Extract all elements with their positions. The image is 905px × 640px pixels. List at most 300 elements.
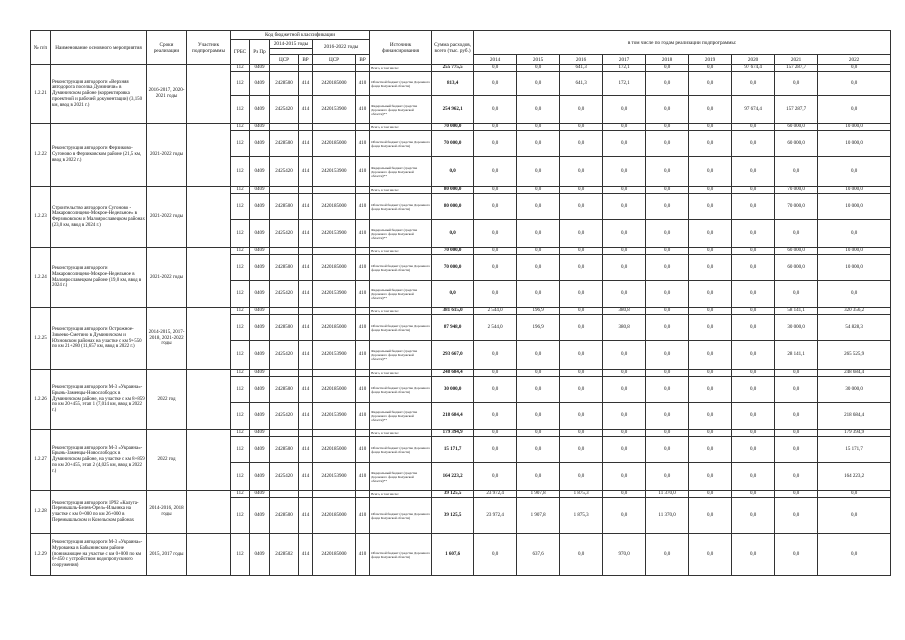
year-value: 0,0: [560, 248, 603, 255]
rzpr-code: 0409: [250, 403, 270, 430]
total-sum: 248 684,4: [432, 370, 474, 377]
year-value: 0,0: [517, 72, 560, 96]
terms: 2016-2017, 2020-2021 годы: [147, 65, 187, 124]
year-value: 0,0: [818, 157, 891, 187]
rzpr-code: 0409: [250, 315, 270, 341]
total-sum: 0,0: [432, 281, 474, 308]
year-value: 0,0: [732, 131, 775, 157]
csr-code: [270, 491, 299, 498]
funding-source: Всего, в том числе:: [370, 430, 432, 437]
year-value: 30 000,0: [818, 377, 891, 403]
year-value: 0,0: [818, 72, 891, 96]
csr-code: 2428500: [270, 315, 299, 341]
year-value: 0,0: [775, 491, 818, 498]
total-sum: 254 962,1: [432, 96, 474, 124]
rzpr-code: 0409: [250, 96, 270, 124]
row-number: 1.2.22: [31, 124, 51, 187]
csr-code: 2420153900: [313, 220, 356, 248]
csr-code: 2420185000: [313, 131, 356, 157]
year-value: 0,0: [474, 281, 517, 308]
vr-code: [356, 308, 370, 315]
year-value: 0,0: [517, 377, 560, 403]
year-value: 0,0: [646, 187, 689, 194]
rzpr-code: 0409: [250, 65, 270, 72]
year-value: 172,1: [603, 72, 646, 96]
year-value: 0,0: [603, 124, 646, 131]
year-value: 0,0: [689, 220, 732, 248]
total-sum: 70 000,0: [432, 124, 474, 131]
year-value: 0,0: [689, 370, 732, 377]
funding-source: Областной бюджет (средства Дорожного фонда Калужской области): [370, 437, 432, 463]
year-value: 0,0: [775, 534, 818, 576]
vr-code: 414: [299, 315, 313, 341]
year-value: 2 544,0: [474, 308, 517, 315]
csr-code: 2420185000: [313, 255, 356, 281]
vr-code: 414: [299, 437, 313, 463]
year-value: 0,0: [603, 430, 646, 437]
total-sum: 30 000,0: [432, 377, 474, 403]
vr-code: 414: [299, 534, 313, 576]
csr-code: 2420185000: [313, 534, 356, 576]
header-year: 2017: [603, 55, 646, 65]
rzpr-code: 0409: [250, 463, 270, 491]
year-value: 97 674,4: [732, 65, 775, 72]
header-csr: ЦСР: [270, 55, 299, 65]
header-year: 2016: [560, 55, 603, 65]
csr-code: [313, 491, 356, 498]
year-value: 157 287,7: [775, 65, 818, 72]
year-value: 0,0: [646, 281, 689, 308]
csr-code: [313, 124, 356, 131]
csr-code: [313, 370, 356, 377]
funding-source: Областной бюджет (средства Дорожного фонда Калужской области): [370, 534, 432, 576]
participant: [187, 370, 231, 430]
total-sum: 80 000,0: [432, 194, 474, 220]
total-sum: 164 223,2: [432, 463, 474, 491]
vr-code: 410: [356, 463, 370, 491]
year-value: 0,0: [646, 377, 689, 403]
year-value: 0,0: [646, 308, 689, 315]
year-value: 0,0: [732, 430, 775, 437]
year-value: 0,0: [474, 534, 517, 576]
year-value: 0,0: [603, 370, 646, 377]
year-value: 0,0: [732, 377, 775, 403]
year-value: 0,0: [732, 248, 775, 255]
year-value: 0,0: [474, 255, 517, 281]
year-value: 70 000,0: [775, 194, 818, 220]
year-value: 0,0: [646, 430, 689, 437]
year-value: 0,0: [560, 124, 603, 131]
measure-name: Строительство автодороги Сугоново - Макаровсолнцево-Мокрое-Недельное» в Ферзиковском и Малоярославецком районах (23,0 км, ввод в 2024 г.): [51, 187, 147, 248]
vr-code: 410: [356, 403, 370, 430]
total-sum: 39 125,5: [432, 491, 474, 498]
vr-code: 414: [299, 255, 313, 281]
year-value: 0,0: [689, 187, 732, 194]
header-participants: Участник подпрограммы: [187, 31, 231, 65]
year-value: 0,0: [560, 220, 603, 248]
year-value: 23 972,4: [474, 498, 517, 534]
year-value: 248 684,4: [818, 370, 891, 377]
year-value: 23 972,4: [474, 491, 517, 498]
year-value: 0,0: [646, 315, 689, 341]
year-value: 0,0: [517, 131, 560, 157]
grbs-code: 112: [231, 341, 250, 370]
year-value: 0,0: [603, 194, 646, 220]
terms: 2014-2015, 2017-2018, 2021-2022 годы: [147, 308, 187, 370]
funding-source: Федеральный бюджет (средства Дорожного фонда Калужской области)**: [370, 403, 432, 430]
year-value: 0,0: [474, 248, 517, 255]
measure-name: Реконструкция автодороги М-3 «Украина»-Брынь-Заменцы-Новослободск в Думиничском районе, на участке с км 8+859 по км 20+455, этап 1 (7,014 км, ввод в 2022 г.): [51, 370, 147, 430]
total-sum: 70 000,0: [432, 248, 474, 255]
year-value: 0,0: [646, 341, 689, 370]
year-value: 0,0: [474, 437, 517, 463]
participant: [187, 187, 231, 248]
year-value: 0,0: [646, 96, 689, 124]
row-number: 1.2.26: [31, 370, 51, 430]
year-value: 265 525,9: [818, 341, 891, 370]
year-value: 0,0: [818, 534, 891, 576]
year-value: 0,0: [732, 370, 775, 377]
year-value: 0,0: [517, 437, 560, 463]
grbs-code: 112: [231, 65, 250, 72]
year-value: 0,0: [775, 281, 818, 308]
rzpr-code: 0409: [250, 157, 270, 187]
csr-code: 2428500: [270, 72, 299, 96]
year-value: 0,0: [689, 437, 732, 463]
funding-source: Областной бюджет (средства Дорожного фонда Калужской области): [370, 498, 432, 534]
vr-code: [299, 187, 313, 194]
year-value: 97 674,4: [732, 96, 775, 124]
csr-code: 2425420: [270, 403, 299, 430]
csr-code: 2420185000: [313, 377, 356, 403]
year-value: 0,0: [474, 377, 517, 403]
year-value: 0,0: [560, 194, 603, 220]
year-value: 0,0: [732, 437, 775, 463]
row-number: 1.2.29: [31, 534, 51, 576]
year-value: 0,0: [603, 187, 646, 194]
year-value: 196,9: [517, 308, 560, 315]
total-sum: 80 000,0: [432, 187, 474, 194]
year-value: 196,9: [517, 315, 560, 341]
vr-code: 410: [356, 437, 370, 463]
table-row: [31, 124, 891, 131]
csr-code: 2425420: [270, 281, 299, 308]
year-value: 0,0: [775, 377, 818, 403]
year-value: 0,0: [603, 157, 646, 187]
year-value: 0,0: [560, 187, 603, 194]
grbs-code: 112: [231, 281, 250, 308]
terms: 2022 год: [147, 430, 187, 491]
year-value: 0,0: [646, 534, 689, 576]
year-value: 0,0: [689, 72, 732, 96]
year-value: 0,0: [732, 534, 775, 576]
year-value: 0,0: [517, 341, 560, 370]
csr-code: 2428500: [270, 255, 299, 281]
row-number: 1.2.21: [31, 65, 51, 124]
csr-code: 2425420: [270, 220, 299, 248]
vr-code: 410: [356, 534, 370, 576]
year-value: 0,0: [732, 194, 775, 220]
vr-code: 410: [356, 157, 370, 187]
year-value: 1 875,3: [560, 498, 603, 534]
year-value: 0,0: [732, 498, 775, 534]
year-value: 0,0: [474, 194, 517, 220]
total-sum: 218 684,4: [432, 403, 474, 430]
row-number: 1.2.25: [31, 308, 51, 370]
year-value: 11 370,0: [646, 491, 689, 498]
vr-code: 414: [299, 377, 313, 403]
vr-code: 410: [356, 341, 370, 370]
rzpr-code: 0409: [250, 248, 270, 255]
vr-code: 414: [299, 341, 313, 370]
csr-code: 2420185000: [313, 315, 356, 341]
year-value: 0,0: [689, 281, 732, 308]
grbs-code: 112: [231, 430, 250, 437]
rzpr-code: 0409: [250, 281, 270, 308]
table-row: [31, 491, 891, 498]
csr-code: [270, 370, 299, 377]
vr-code: 410: [356, 220, 370, 248]
csr-code: 2425420: [270, 341, 299, 370]
year-value: 0,0: [732, 403, 775, 430]
year-value: 54 828,3: [818, 315, 891, 341]
vr-code: 410: [356, 96, 370, 124]
year-value: 0,0: [775, 498, 818, 534]
grbs-code: 112: [231, 124, 250, 131]
year-value: 10 000,0: [818, 194, 891, 220]
csr-code: [313, 248, 356, 255]
year-value: 0,0: [646, 248, 689, 255]
year-value: 0,0: [560, 534, 603, 576]
funding-source: Всего, в том числе:: [370, 65, 432, 72]
year-value: 0,0: [603, 403, 646, 430]
funding-source: Федеральный бюджет (средства Дорожного фонда Калужской области)**: [370, 463, 432, 491]
year-value: 0,0: [560, 255, 603, 281]
year-value: 15 171,7: [818, 437, 891, 463]
year-value: 10 000,0: [818, 255, 891, 281]
grbs-code: 112: [231, 437, 250, 463]
table-row: [31, 187, 891, 194]
year-value: 0,0: [732, 341, 775, 370]
year-value: 0,0: [474, 463, 517, 491]
year-value: 320 356,2: [818, 308, 891, 315]
rzpr-code: 0409: [250, 255, 270, 281]
year-value: 0,0: [474, 124, 517, 131]
total-sum: 293 667,0: [432, 341, 474, 370]
year-value: 60 000,0: [775, 248, 818, 255]
year-value: 0,0: [560, 430, 603, 437]
year-value: 0,0: [689, 430, 732, 437]
year-value: 0,0: [818, 491, 891, 498]
year-value: 0,0: [560, 463, 603, 491]
year-value: 0,0: [689, 403, 732, 430]
csr-code: 2420185000: [313, 194, 356, 220]
year-value: 0,0: [560, 281, 603, 308]
year-value: 0,0: [603, 96, 646, 124]
vr-code: 414: [299, 72, 313, 96]
header-source: Источник финансирования: [370, 31, 432, 65]
csr-code: [313, 65, 356, 72]
csr-code: 2428502: [270, 534, 299, 576]
csr-code: [270, 248, 299, 255]
year-value: 70 000,0: [775, 187, 818, 194]
grbs-code: 112: [231, 220, 250, 248]
year-value: 0,0: [689, 124, 732, 131]
total-sum: 70 000,0: [432, 255, 474, 281]
year-value: 0,0: [474, 187, 517, 194]
funding-source: Всего, в том числе:: [370, 124, 432, 131]
year-value: 0,0: [474, 370, 517, 377]
year-value: 0,0: [474, 131, 517, 157]
vr-code: [356, 187, 370, 194]
participant: [187, 430, 231, 491]
terms: 2015, 2017 годы: [147, 534, 187, 576]
year-value: 0,0: [603, 498, 646, 534]
total-sum: 0,0: [432, 220, 474, 248]
year-value: 0,0: [560, 403, 603, 430]
year-value: 0,0: [474, 65, 517, 72]
participant: [187, 308, 231, 370]
year-value: 0,0: [517, 255, 560, 281]
csr-code: 2428500: [270, 437, 299, 463]
year-value: 0,0: [689, 131, 732, 157]
row-number: 1.2.28: [31, 491, 51, 534]
year-value: 10 000,0: [818, 187, 891, 194]
year-value: 0,0: [689, 315, 732, 341]
year-value: 0,0: [689, 498, 732, 534]
header-year: 2020: [732, 55, 775, 65]
year-value: 0,0: [775, 463, 818, 491]
vr-code: 414: [299, 220, 313, 248]
header-rzpr: Рз Пр: [250, 40, 270, 65]
year-value: 0,0: [689, 377, 732, 403]
funding-source: Федеральный бюджет (средства Дорожного фонда Калужской области)**: [370, 341, 432, 370]
year-value: 0,0: [603, 491, 646, 498]
year-value: 0,0: [689, 65, 732, 72]
csr-code: 2428500: [270, 131, 299, 157]
year-value: 380,8: [603, 315, 646, 341]
year-value: 28 141,1: [775, 341, 818, 370]
vr-code: [299, 430, 313, 437]
csr-code: [313, 308, 356, 315]
year-value: 0,0: [646, 65, 689, 72]
year-value: 0,0: [517, 194, 560, 220]
measure-name: Реконструкция автодороги «Верхняя автодорога поселка Думиничи» в Думиничском районе (корректировка проектной и рабочей документации) (3,150 км, ввод в 2021 г.): [51, 65, 147, 124]
year-value: 10 000,0: [818, 248, 891, 255]
table-row: [31, 65, 891, 72]
year-value: 58 141,1: [775, 308, 818, 315]
header-name: Наименование основного мероприятия: [51, 31, 147, 65]
rzpr-code: 0409: [250, 308, 270, 315]
csr-code: 2425420: [270, 96, 299, 124]
grbs-code: 112: [231, 131, 250, 157]
vr-code: [356, 65, 370, 72]
year-value: 0,0: [517, 96, 560, 124]
funding-source: Областной бюджет (средства Дорожного фонда Калужской области): [370, 194, 432, 220]
header-vr: ВР: [299, 55, 313, 65]
year-value: 0,0: [775, 403, 818, 430]
year-value: 0,0: [517, 187, 560, 194]
year-value: 0,0: [818, 65, 891, 72]
grbs-code: 112: [231, 157, 250, 187]
year-value: 0,0: [732, 72, 775, 96]
grbs-code: 112: [231, 534, 250, 576]
year-value: 0,0: [603, 131, 646, 157]
row-number: 1.2.24: [31, 248, 51, 308]
csr-code: [313, 187, 356, 194]
terms: 2021-2022 годы: [147, 248, 187, 308]
grbs-code: 112: [231, 248, 250, 255]
grbs-code: 112: [231, 370, 250, 377]
total-sum: 15 171,7: [432, 437, 474, 463]
year-value: 0,0: [818, 498, 891, 534]
year-value: 0,0: [474, 72, 517, 96]
year-value: 60 000,0: [775, 255, 818, 281]
funding-source: Всего, в том числе:: [370, 370, 432, 377]
rzpr-code: 0409: [250, 498, 270, 534]
vr-code: [299, 124, 313, 131]
year-value: 0,0: [517, 370, 560, 377]
year-value: 0,0: [689, 534, 732, 576]
year-value: 0,0: [517, 220, 560, 248]
header-grbs: ГРБС: [231, 40, 250, 65]
year-value: 0,0: [517, 124, 560, 131]
year-value: 380,8: [603, 308, 646, 315]
header-sum: Сумма расходов, всего (тыс. руб.): [432, 31, 474, 65]
funding-source: Областной бюджет (средства Дорожного фонда Калужской области): [370, 255, 432, 281]
total-sum: 87 948,0: [432, 315, 474, 341]
csr-code: [270, 430, 299, 437]
year-value: 0,0: [818, 96, 891, 124]
year-value: 0,0: [646, 437, 689, 463]
year-value: 0,0: [560, 308, 603, 315]
vr-code: [299, 248, 313, 255]
year-value: 641,3: [560, 65, 603, 72]
vr-code: [356, 430, 370, 437]
rzpr-code: 0409: [250, 131, 270, 157]
year-value: 0,0: [474, 96, 517, 124]
rzpr-code: 0409: [250, 72, 270, 96]
total-sum: 381 615,0: [432, 308, 474, 315]
table-row: [31, 248, 891, 255]
total-sum: 1 607,6: [432, 534, 474, 576]
measure-name: Реконструкция автодороги М-3 «Украина»-Мурованка в Бабынинском районе (понижающее на участке с км 0+000 по км 6+450 с устройством водопропускного сооружения): [51, 534, 147, 576]
year-value: 0,0: [732, 281, 775, 308]
csr-code: 2420185000: [313, 498, 356, 534]
year-value: 0,0: [775, 72, 818, 96]
year-value: 0,0: [732, 187, 775, 194]
grbs-code: 112: [231, 463, 250, 491]
grbs-code: 112: [231, 403, 250, 430]
rzpr-code: 0409: [250, 187, 270, 194]
year-value: 0,0: [646, 463, 689, 491]
year-value: 0,0: [689, 255, 732, 281]
measure-name: Реконструкция автодороги Острожное-Зикеево-Сметино в Думиничском и Юхновском районах на участке с км 9+550 по км 21+280 (11,657 км, ввод в 2022 г.): [51, 308, 147, 370]
header-year: 2015: [517, 55, 560, 65]
year-value: 0,0: [818, 220, 891, 248]
year-value: 0,0: [732, 308, 775, 315]
year-value: 0,0: [818, 281, 891, 308]
year-value: 0,0: [560, 96, 603, 124]
year-value: 0,0: [603, 463, 646, 491]
year-value: 0,0: [517, 281, 560, 308]
vr-code: [299, 491, 313, 498]
csr-code: 2420153900: [313, 403, 356, 430]
year-value: 1 907,8: [517, 491, 560, 498]
year-value: 0,0: [689, 96, 732, 124]
rzpr-code: 0409: [250, 377, 270, 403]
csr-code: [270, 65, 299, 72]
